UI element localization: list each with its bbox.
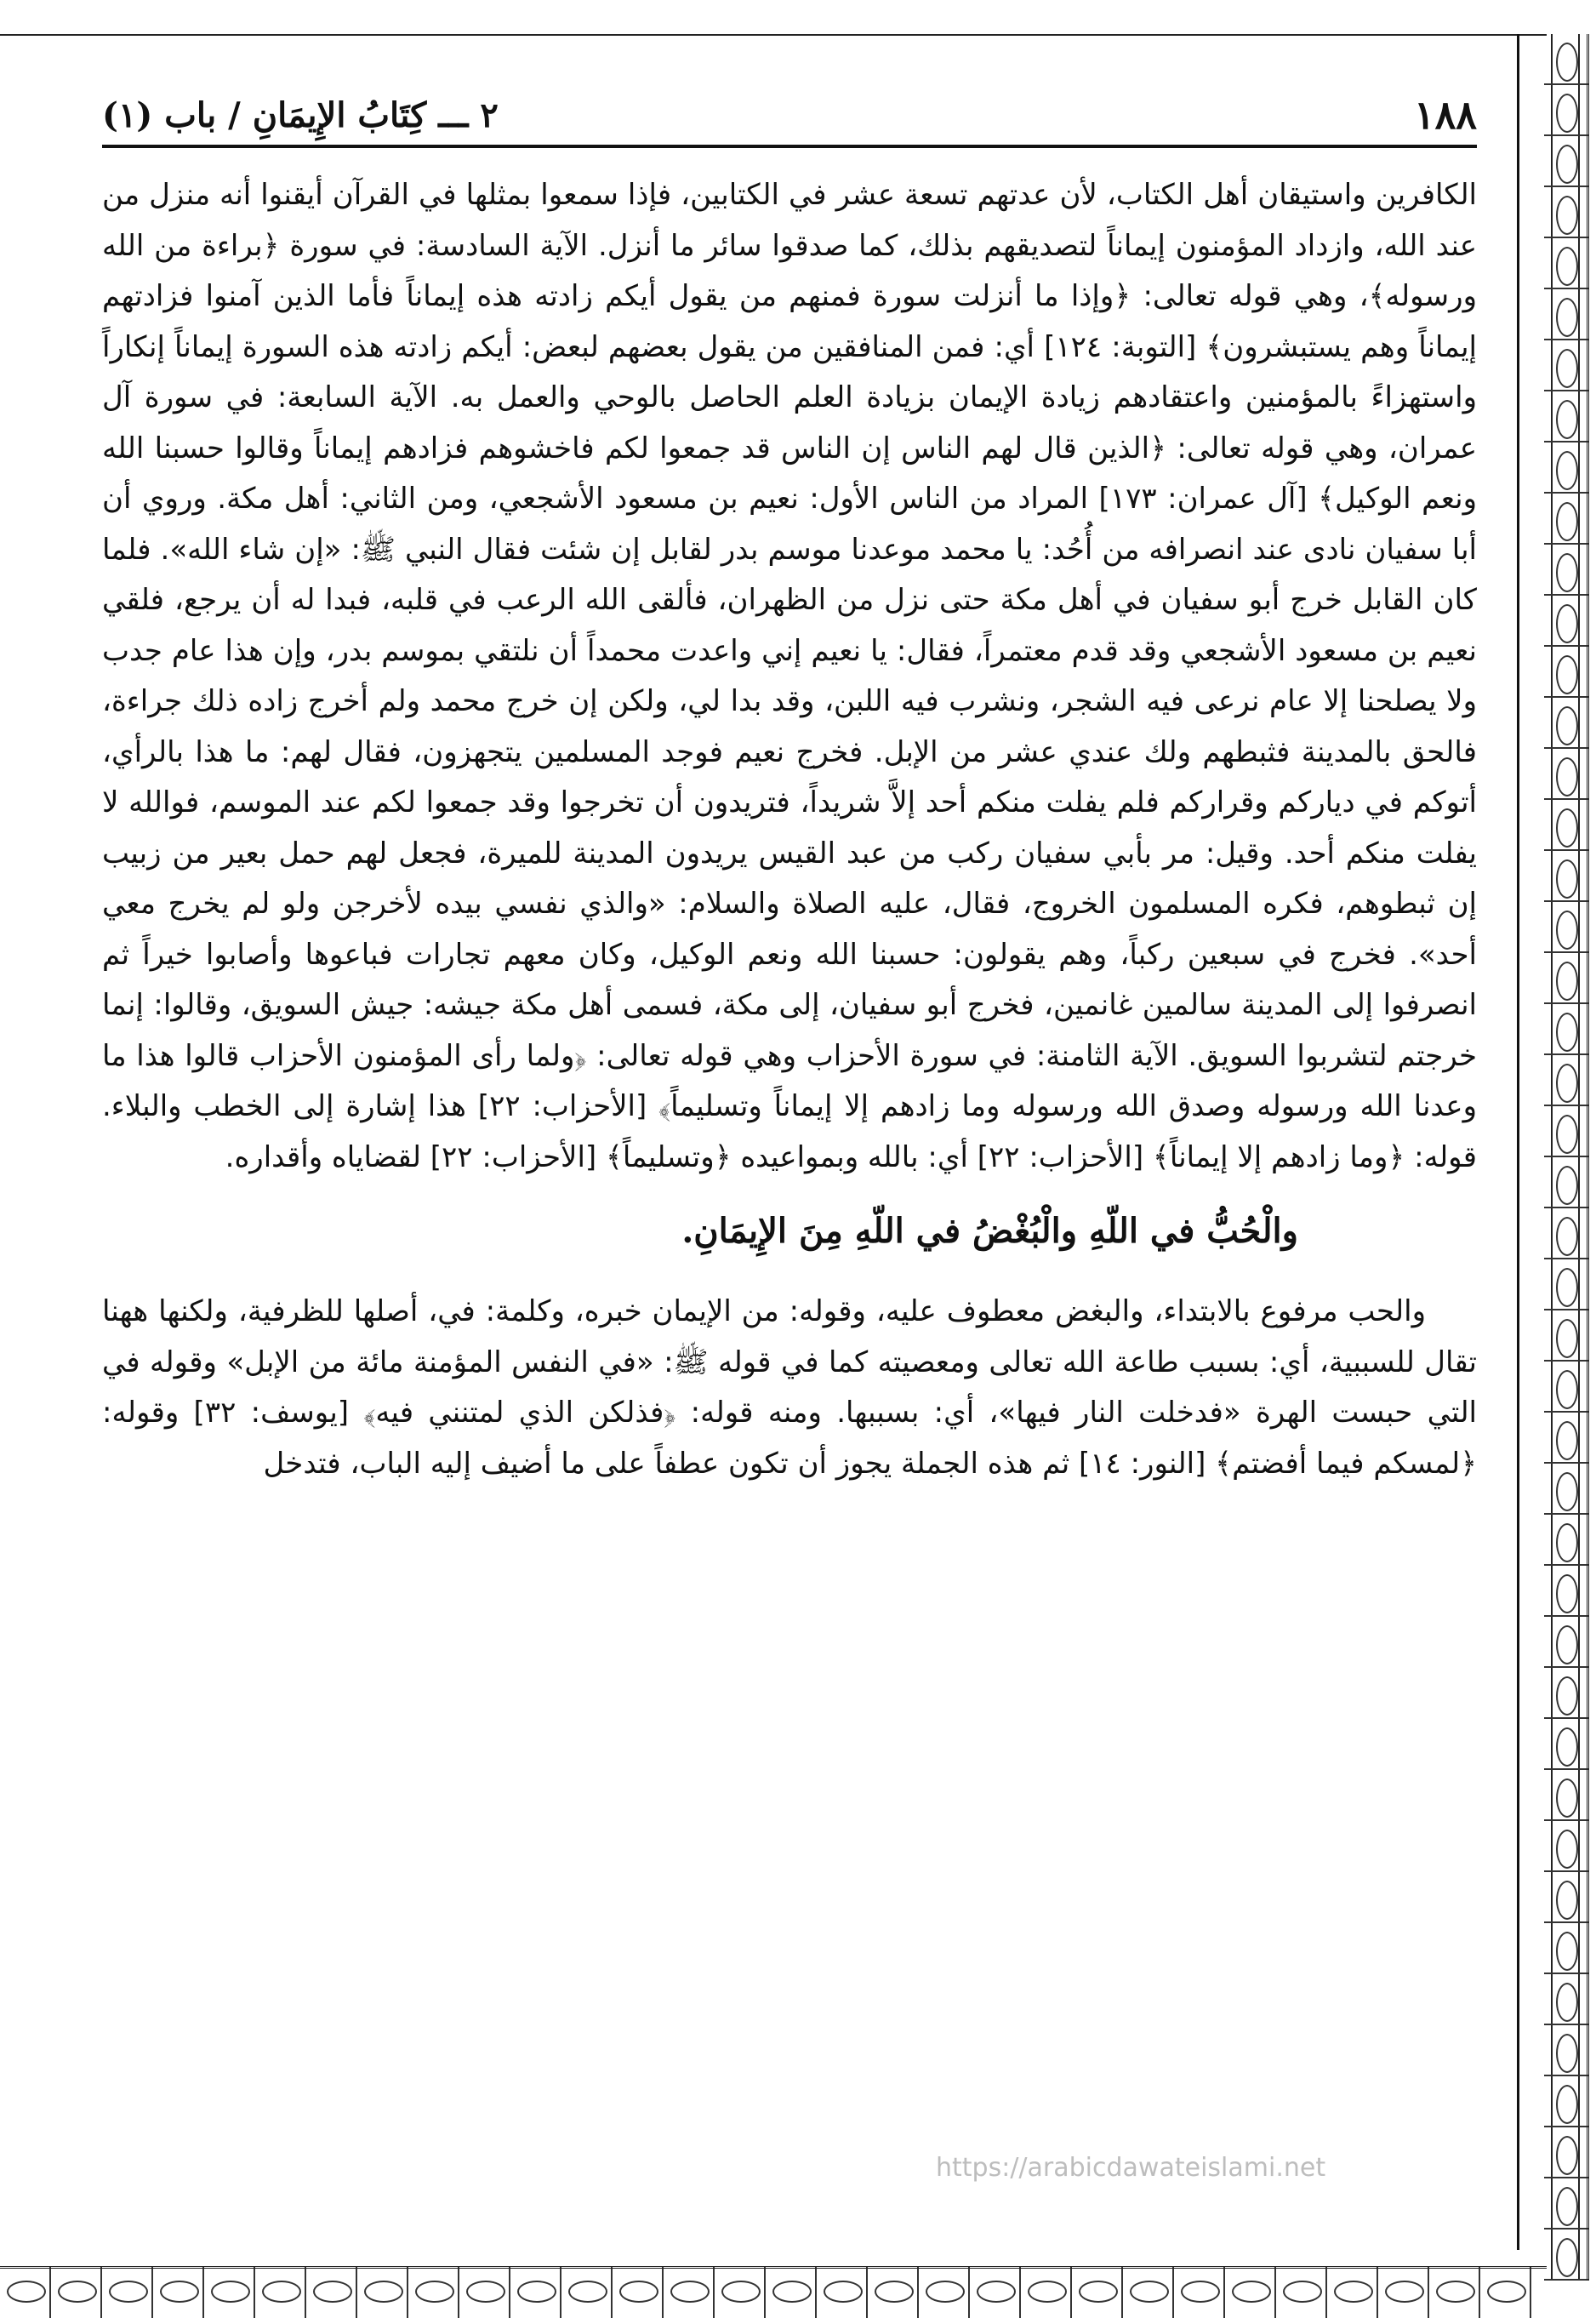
hadith-text: والْحُبُّ في اللّهِ والْبُغْضُ في اللّهِ مِنَ الإِيمَانِ. xyxy=(681,1211,1298,1251)
ornament-bead xyxy=(1556,1064,1578,1103)
ornament-bead xyxy=(1556,502,1578,541)
ornament-bead xyxy=(772,2281,812,2303)
ornament-bead xyxy=(670,2281,710,2303)
ornament-bead xyxy=(1556,2238,1578,2277)
ornament-bead xyxy=(7,2281,46,2303)
right-ornamental-border xyxy=(1544,34,1589,2281)
ornament-bead xyxy=(1556,962,1578,1001)
ornament-bead xyxy=(1556,43,1578,82)
ornament-bead xyxy=(1130,2281,1169,2303)
ornament-bead xyxy=(466,2281,505,2303)
ornament-bead xyxy=(1556,859,1578,899)
ornament-bead xyxy=(1385,2281,1424,2303)
ornament-bead xyxy=(1556,1421,1578,1460)
ornament-bead xyxy=(1556,1983,1578,2022)
ornament-bead xyxy=(619,2281,658,2303)
ornament-bead xyxy=(1232,2281,1271,2303)
ornament-bead xyxy=(1556,604,1578,643)
ornament-bead xyxy=(1556,1574,1578,1613)
page-number: ١٨٨ xyxy=(1413,92,1477,138)
ornament-bead xyxy=(1556,1778,1578,1818)
ornament-bead xyxy=(1556,2136,1578,2175)
bottom-ornamental-border xyxy=(0,2266,1547,2318)
ornament-bead xyxy=(1556,145,1578,184)
ornament-bead xyxy=(1556,757,1578,796)
watermark-url: https://arabicdawateislami.net xyxy=(936,2153,1326,2183)
ornament-bead xyxy=(721,2281,761,2303)
ornament-bead xyxy=(1556,553,1578,592)
ornament-bead xyxy=(1556,2085,1578,2124)
page-header xyxy=(102,85,1477,148)
ornament-bead xyxy=(262,2281,301,2303)
ornament-bead xyxy=(1556,1370,1578,1409)
ornament-bead xyxy=(1028,2281,1067,2303)
ornament-bead xyxy=(824,2281,863,2303)
ornament-bead xyxy=(1487,2281,1526,2303)
ornament-bead xyxy=(1556,911,1578,950)
ornament-bead xyxy=(1556,1625,1578,1664)
running-title: ٢ ـــ كِتَابُ الإِيمَانِ / باب (١) xyxy=(102,94,499,135)
ornament-bead xyxy=(1556,1268,1578,1307)
ornament-bead xyxy=(313,2281,352,2303)
ornament-bead xyxy=(1556,1013,1578,1052)
ornament-bead xyxy=(1556,655,1578,694)
commentary-paragraph: والحب مرفوع بالابتداء، والبغض معطوف عليه، وقوله: من الإيمان خبره، وكلمة: في، أصلها للظرفية، ولكنها ههنا تقال للسببية، أي: بسبب طاعة الله تعالى ومعصيته كما في قوله ﷺ: «في النفس المؤمنة مائة من الإبل» وقوله في التي حبست الهرة «فدخلت النار فيها»، أي: بسببها. ومنه قوله: ﴿فذلكن الذي لمتنني فيه﴾ [يوسف: ٣٢] وقوله: ﴿لمسكم فيما أفضتم﴾ [النور: ١٤] ثم هذه الجملة يجوز أن تكون عطفاً على ما أضيف إليه الباب، فتدخل xyxy=(102,1294,1477,1481)
ornament-bead xyxy=(1556,196,1578,235)
ornament-bead xyxy=(1556,1472,1578,1511)
ornament-bead xyxy=(1556,400,1578,439)
ornament-bead xyxy=(1556,706,1578,745)
ornament-bead xyxy=(1556,1830,1578,1869)
ornament-bead xyxy=(1283,2281,1322,2303)
ornament-bead xyxy=(1556,1217,1578,1256)
ornament-bead xyxy=(1556,94,1578,133)
ornament-bead xyxy=(1556,1319,1578,1358)
ornament-bead xyxy=(211,2281,250,2303)
ornament-bead xyxy=(364,2281,403,2303)
ornament-bead xyxy=(1436,2281,1475,2303)
ornament-bead xyxy=(1556,298,1578,337)
ornament-bead xyxy=(1556,1932,1578,1971)
ornament-bead xyxy=(1556,2034,1578,2073)
ornament-bead xyxy=(517,2281,556,2303)
ornament-bead xyxy=(1556,1166,1578,1205)
ornament-bead xyxy=(1556,451,1578,490)
ornament-bead xyxy=(160,2281,199,2303)
top-border xyxy=(0,0,1547,36)
ornament-bead xyxy=(875,2281,914,2303)
ornament-bead xyxy=(1556,808,1578,848)
ornament-bead xyxy=(1556,1115,1578,1154)
ornament-bead xyxy=(1556,247,1578,286)
ornament-bead xyxy=(1556,1881,1578,1920)
ornament-bead xyxy=(1556,2187,1578,2226)
ornament-bead xyxy=(1079,2281,1118,2303)
ornament-bead xyxy=(977,2281,1016,2303)
ornament-bead xyxy=(109,2281,148,2303)
ornament-bead xyxy=(1181,2281,1220,2303)
ornament-bead xyxy=(1556,1676,1578,1716)
ornament-bead xyxy=(1556,1727,1578,1767)
ornament-bead xyxy=(926,2281,965,2303)
ornament-bead xyxy=(568,2281,607,2303)
page-body xyxy=(102,170,1477,1489)
ornament-bead xyxy=(58,2281,97,2303)
commentary-paragraph: الكافرين واستيقان أهل الكتاب، لأن عدتهم تسعة عشر في الكتابين، فإذا سمعوا بمثلها في القرآن أيقنوا أنه منزل من عند الله، وازداد المؤمنون إيماناً لتصديقهم بذلك، كما صدقوا سائر ما أنزل. الآية السادسة: في سورة ﴿براءة من الله ورسوله﴾، وهي قوله تعالى: ﴿وإذا ما أنزلت سورة فمنهم من يقول أيكم زادته هذه إيماناً فأما الذين آمنوا فزادتهم إيماناً وهم يستبشرون﴾ [التوبة: ١٢٤] أي: فمن المنافقين من يقول بعضهم لبعض: أيكم زادته هذه السورة إيماناً إنكاراً واستهزاءً بالمؤمنين واعتقادهم زيادة الإيمان بزيادة العلم الحاصل بالوحي والعمل به. الآية السابعة: في سورة آل عمران، وهي قوله تعالى: ﴿الذين قال لهم الناس إن الناس قد جمعوا لكم فاخشوهم فزادهم إيماناً وقالوا حسبنا الله ونعم الوكيل﴾ [آل عمران: ١٧٣] المراد من الناس الأول: نعيم بن مسعود الأشجعي، ومن الثاني: أهل مكة. وروي أن أبا سفيان نادى عند انصرافه من أُحُد: يا محمد موعدنا موسم بدر لقابل إن شئت فقال النبي ﷺ: «إن شاء الله». فلما كان القابل خرج أبو سفيان في أهل مكة حتى نزل من الظهران، فألقى الله الرعب في قلبه، فبدا له أن يرجع، فلقي نعيم بن مسعود الأشجعي وقد قدم معتمراً، فقال: يا نعيم إني واعدت محمداً أن نلتقي بموسم بدر، وإن هذا عام جدب ولا يصلحنا إلا عام نرعى فيه الشجر، ونشرب فيه اللبن، وقد بدا لي، ولكن إن خرج محمد ولم أخرج زاده ذلك جراءة، فالحق بالمدينة فثبطهم ولك عندي عشر من الإبل. فخرج نعيم فوجد المسلمين يتجهزون، فقال لهم: ما هذا بالرأي، أتوكم في دياركم وقراركم فلم يفلت منكم أحد إلاَّ شريداً، فتريدون أن تخرجوا وقد جمعوا لكم عند الموسم، فوالله لا يفلت منكم أحد. وقيل: مر بأبي سفيان ركب من عبد القيس يريدون المدينة للميرة، فجعل لهم حمل بعير من زبيب إن ثبطوهم، فكره المسلمون الخروج، فقال، عليه الصلاة والسلام: «والذي نفسي بيده لأخرجن ولو لم يخرج معي أحد». فخرج في سبعين ركباً، وهم يقولون: حسبنا الله ونعم الوكيل، وكان معهم تجارات فباعوها وأصابوا خيراً ثم انصرفوا إلى المدينة سالمين غانمين، فخرج أبو سفيان، إلى مكة، فسمى أهل مكة جيشه: جيش السويق، وقالوا: إنما خرجتم لتشربوا السويق. الآية الثامنة: في سورة الأحزاب وهي قوله تعالى: ﴿ولما رأى المؤمنون الأحزاب قالوا هذا ما وعدنا الله ورسوله وصدق الله ورسوله وما زادهم إلا إيماناً وتسليماً﴾ [الأحزاب: ٢٢] هذا إشارة إلى الخطب والبلاء. قوله: ﴿وما زادهم إلا إيماناً﴾ [الأحزاب: ٢٢] أي: بالله وبمواعيده ﴿وتسليماً﴾ [الأحزاب: ٢٢] لقضاياه وأقداره. xyxy=(102,178,1477,1174)
ornament-bead xyxy=(1334,2281,1373,2303)
ornament-bead xyxy=(1556,349,1578,388)
ornament-bead xyxy=(415,2281,454,2303)
ornament-bead xyxy=(1556,1523,1578,1562)
